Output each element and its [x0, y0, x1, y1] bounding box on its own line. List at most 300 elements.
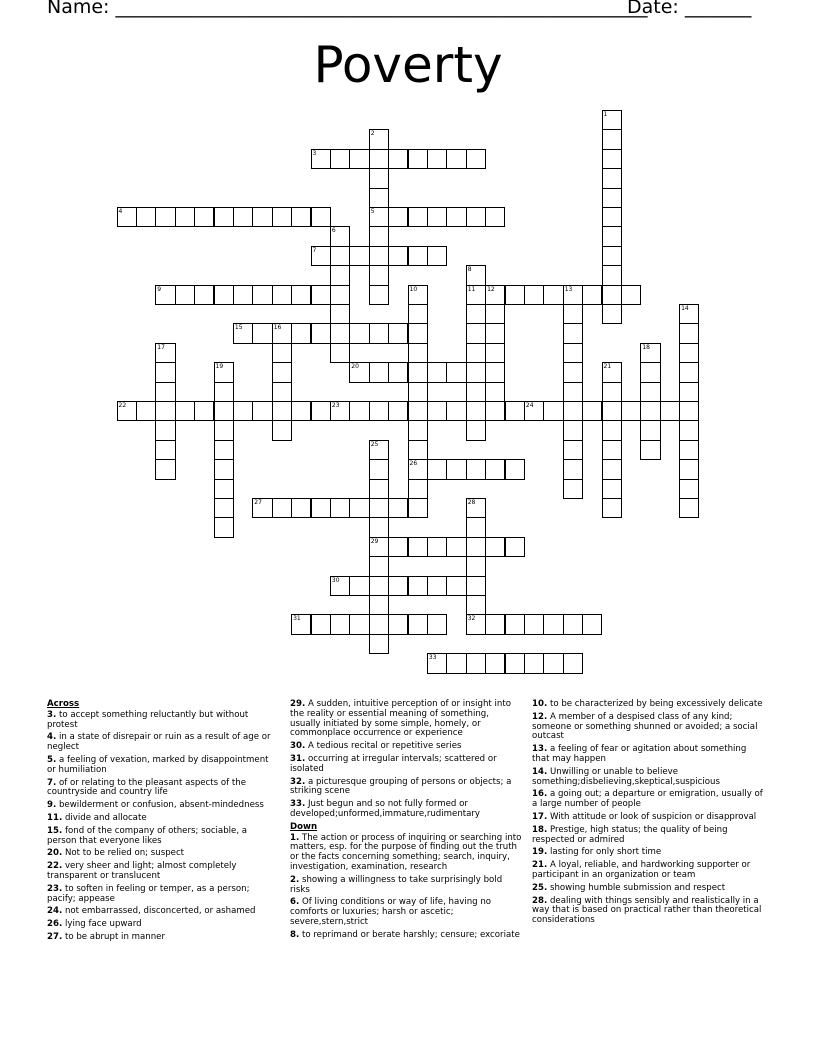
- grid-cell[interactable]: [466, 576, 486, 596]
- grid-cell[interactable]: [563, 323, 583, 343]
- grid-cell[interactable]: [446, 576, 466, 596]
- grid-cell[interactable]: [155, 362, 175, 382]
- grid-cell[interactable]: [311, 614, 331, 634]
- grid-cell[interactable]: [408, 343, 428, 363]
- grid-cell[interactable]: [214, 207, 234, 227]
- grid-cell[interactable]: [427, 149, 447, 169]
- grid-cell[interactable]: [330, 265, 350, 285]
- grid-cell[interactable]: [369, 207, 389, 227]
- grid-cell[interactable]: [543, 401, 563, 421]
- clue-number: 13.: [532, 744, 548, 755]
- grid-cell[interactable]: [388, 401, 408, 421]
- grid-cell[interactable]: [466, 149, 486, 169]
- clue-text: The action or process of inquiring or searching into matters, esp. for the purpose of finding out the truth or the facts concerning something; search, inquiry, investigation, examination, research: [290, 832, 522, 872]
- clue-text: With attitude or look of suspicion or disapproval: [547, 811, 757, 822]
- grid-cell[interactable]: [369, 226, 389, 246]
- grid-cell[interactable]: [485, 362, 505, 382]
- grid-cell[interactable]: [640, 343, 660, 363]
- grid-cell[interactable]: [272, 343, 292, 363]
- grid-cell[interactable]: [408, 401, 428, 421]
- grid-cell[interactable]: [408, 614, 428, 634]
- grid-cell[interactable]: [349, 149, 369, 169]
- grid-cell[interactable]: [272, 382, 292, 402]
- grid-cell[interactable]: [563, 362, 583, 382]
- grid-cell[interactable]: [466, 285, 486, 305]
- grid-cell[interactable]: [252, 207, 272, 227]
- grid-cell[interactable]: [388, 614, 408, 634]
- clue-text: occurring at irregular intervals; scattered or isolated: [290, 753, 497, 774]
- grid-cell[interactable]: [155, 207, 175, 227]
- grid-cell[interactable]: [214, 517, 234, 537]
- grid-cell[interactable]: [524, 285, 544, 305]
- grid-cell[interactable]: [233, 401, 253, 421]
- grid-cell[interactable]: [679, 304, 699, 324]
- grid-cell[interactable]: [272, 285, 292, 305]
- grid-cell[interactable]: [233, 323, 253, 343]
- grid-cell[interactable]: [408, 285, 428, 305]
- grid-cell[interactable]: [602, 246, 622, 266]
- grid-cell[interactable]: [466, 304, 486, 324]
- grid-cell[interactable]: [466, 382, 486, 402]
- grid-cell[interactable]: [679, 498, 699, 518]
- clue-item: [532, 826, 764, 846]
- grid-cell[interactable]: [524, 653, 544, 673]
- grid-cell[interactable]: [330, 343, 350, 363]
- grid-cell[interactable]: [388, 362, 408, 382]
- grid-cell[interactable]: [349, 246, 369, 266]
- grid-cell[interactable]: [388, 323, 408, 343]
- grid-cell[interactable]: [175, 207, 195, 227]
- grid-cell[interactable]: [330, 304, 350, 324]
- grid-cell[interactable]: [349, 362, 369, 382]
- clue-number-label: 6: [331, 227, 336, 235]
- grid-cell[interactable]: [272, 420, 292, 440]
- grid-cell[interactable]: [349, 498, 369, 518]
- grid-cell[interactable]: [408, 537, 428, 557]
- grid-cell[interactable]: [214, 459, 234, 479]
- grid-cell[interactable]: [408, 459, 428, 479]
- grid-cell[interactable]: [679, 343, 699, 363]
- clue-number-label: 17: [157, 343, 165, 351]
- clue-number: 1.: [290, 832, 300, 843]
- grid-cell[interactable]: [252, 401, 272, 421]
- grid-cell[interactable]: [369, 285, 389, 305]
- grid-cell[interactable]: [485, 285, 505, 305]
- grid-cell[interactable]: [679, 440, 699, 460]
- grid-cell[interactable]: [485, 401, 505, 421]
- grid-cell[interactable]: [602, 479, 622, 499]
- grid-cell[interactable]: [408, 323, 428, 343]
- clue-number: 28.: [532, 895, 548, 906]
- grid-cell[interactable]: [330, 285, 350, 305]
- grid-cell[interactable]: [563, 382, 583, 402]
- grid-cell[interactable]: [369, 576, 389, 596]
- grid-cell[interactable]: [427, 362, 447, 382]
- grid-cell[interactable]: [136, 401, 156, 421]
- grid-cell[interactable]: [679, 420, 699, 440]
- grid-cell[interactable]: [427, 614, 447, 634]
- grid-cell[interactable]: [369, 401, 389, 421]
- grid-cell[interactable]: [679, 382, 699, 402]
- clue-number: 22.: [47, 861, 63, 872]
- grid-cell[interactable]: [349, 323, 369, 343]
- clue-item: [532, 813, 764, 823]
- grid-cell[interactable]: [408, 304, 428, 324]
- grid-cell[interactable]: [369, 556, 389, 576]
- grid-cell[interactable]: [640, 440, 660, 460]
- clue-number-label: 30: [331, 576, 340, 584]
- grid-cell[interactable]: [466, 343, 486, 363]
- clue-item: [532, 897, 764, 926]
- grid-cell[interactable]: [408, 149, 428, 169]
- grid-cell[interactable]: [214, 440, 234, 460]
- clue-item: [532, 884, 764, 894]
- clue-number-label: 26: [409, 460, 418, 468]
- grid-cell[interactable]: [252, 285, 272, 305]
- grid-cell[interactable]: [291, 498, 311, 518]
- clue-item: [290, 898, 522, 927]
- grid-cell[interactable]: [349, 614, 369, 634]
- grid-cell[interactable]: [621, 401, 641, 421]
- grid-cell[interactable]: [214, 382, 234, 402]
- grid-cell[interactable]: [272, 401, 292, 421]
- grid-cell[interactable]: [330, 498, 350, 518]
- clue-item: [47, 862, 279, 882]
- clue-number-label: 16: [273, 324, 282, 332]
- clue-item: [47, 849, 279, 859]
- grid-cell[interactable]: [563, 614, 583, 634]
- grid-cell[interactable]: [446, 653, 466, 673]
- grid-cell[interactable]: [485, 459, 505, 479]
- grid-cell[interactable]: [640, 362, 660, 382]
- grid-cell[interactable]: [369, 129, 389, 149]
- clue-number-label: 24: [525, 402, 534, 409]
- clue-text: Just begun and so not fully formed or developed;unformed,immature,rudimentary: [290, 799, 481, 819]
- clue-text: A member of a despised class of any kind; someone or something shunned or avoided; a social outcast: [532, 711, 758, 742]
- grid-cell[interactable]: [563, 440, 583, 460]
- clue-number: 26.: [47, 919, 63, 930]
- grid-cell[interactable]: [582, 614, 602, 634]
- grid-cell[interactable]: [466, 595, 486, 615]
- grid-cell[interactable]: [408, 207, 428, 227]
- clue-text: Unwilling or unable to believe something;disbelieving,skeptical,suspicious: [532, 766, 720, 787]
- grid-cell[interactable]: [485, 382, 505, 402]
- grid-cell[interactable]: [485, 304, 505, 324]
- grid-cell[interactable]: [485, 343, 505, 363]
- grid-cell[interactable]: [524, 401, 544, 421]
- grid-cell[interactable]: [388, 537, 408, 557]
- grid-cell[interactable]: [369, 168, 389, 188]
- grid-cell[interactable]: [602, 149, 622, 169]
- grid-cell[interactable]: [602, 440, 622, 460]
- grid-cell[interactable]: [446, 149, 466, 169]
- grid-cell[interactable]: [117, 401, 137, 421]
- grid-cell[interactable]: [602, 265, 622, 285]
- grid-cell[interactable]: [369, 614, 389, 634]
- grid-cell[interactable]: [408, 479, 428, 499]
- grid-cell[interactable]: [640, 382, 660, 402]
- grid-cell[interactable]: [175, 401, 195, 421]
- clues-column-2: [290, 700, 522, 944]
- grid-cell[interactable]: [602, 498, 622, 518]
- grid-cell[interactable]: [311, 207, 331, 227]
- clue-item: [532, 768, 764, 788]
- grid-cell[interactable]: [679, 459, 699, 479]
- grid-cell[interactable]: [485, 653, 505, 673]
- across-heading: Across: [47, 699, 80, 709]
- grid-cell[interactable]: [311, 149, 331, 169]
- grid-cell[interactable]: [388, 498, 408, 518]
- grid-cell[interactable]: [408, 382, 428, 402]
- grid-cell[interactable]: [214, 498, 234, 518]
- grid-cell[interactable]: [485, 323, 505, 343]
- grid-cell[interactable]: [155, 440, 175, 460]
- clue-number: 16.: [532, 789, 548, 800]
- clue-item: [47, 814, 279, 824]
- grid-cell[interactable]: [679, 362, 699, 382]
- grid-cell[interactable]: [175, 285, 195, 305]
- grid-cell[interactable]: [214, 362, 234, 382]
- grid-cell[interactable]: [640, 401, 660, 421]
- grid-cell[interactable]: [408, 246, 428, 266]
- grid-cell[interactable]: [543, 285, 563, 305]
- grid-cell[interactable]: [369, 517, 389, 537]
- grid-cell[interactable]: [408, 440, 428, 460]
- grid-cell[interactable]: [272, 498, 292, 518]
- grid-cell[interactable]: [505, 614, 525, 634]
- grid-cell[interactable]: [602, 304, 622, 324]
- grid-cell[interactable]: [543, 614, 563, 634]
- grid-cell[interactable]: [602, 168, 622, 188]
- grid-cell[interactable]: [311, 246, 331, 266]
- grid-cell[interactable]: [679, 479, 699, 499]
- grid-cell[interactable]: [466, 362, 486, 382]
- grid-cell[interactable]: [388, 149, 408, 169]
- clue-number: 17.: [532, 811, 548, 822]
- grid-cell[interactable]: [505, 285, 525, 305]
- grid-cell[interactable]: [311, 401, 331, 421]
- grid-cell[interactable]: [194, 401, 214, 421]
- clue-item: [290, 700, 522, 739]
- grid-cell[interactable]: [117, 207, 137, 227]
- clue-number-label: 1: [603, 111, 608, 118]
- grid-cell[interactable]: [543, 653, 563, 673]
- grid-cell[interactable]: [466, 207, 486, 227]
- grid-cell[interactable]: [408, 576, 428, 596]
- grid-cell[interactable]: [349, 401, 369, 421]
- grid-cell[interactable]: [660, 401, 680, 421]
- grid-cell[interactable]: [427, 401, 447, 421]
- grid-cell[interactable]: [369, 149, 389, 169]
- grid-cell[interactable]: [233, 285, 253, 305]
- grid-cell[interactable]: [408, 420, 428, 440]
- grid-cell[interactable]: [427, 459, 447, 479]
- grid-cell[interactable]: [155, 285, 175, 305]
- grid-cell[interactable]: [369, 537, 389, 557]
- grid-cell[interactable]: [582, 401, 602, 421]
- grid-cell[interactable]: [485, 614, 505, 634]
- grid-cell[interactable]: [602, 382, 622, 402]
- grid-cell[interactable]: [563, 401, 583, 421]
- grid-cell[interactable]: [155, 401, 175, 421]
- grid-cell[interactable]: [214, 420, 234, 440]
- clue-text: bewilderment or confusion, absent-mindedness: [56, 800, 264, 811]
- grid-cell[interactable]: [272, 362, 292, 382]
- grid-cell[interactable]: [214, 285, 234, 305]
- grid-cell[interactable]: [602, 401, 622, 421]
- grid-cell[interactable]: [446, 207, 466, 227]
- grid-cell[interactable]: [369, 459, 389, 479]
- grid-cell[interactable]: [602, 285, 622, 305]
- grid-cell[interactable]: [369, 479, 389, 499]
- grid-cell[interactable]: [466, 323, 486, 343]
- grid-cell[interactable]: [311, 498, 331, 518]
- grid-cell[interactable]: [155, 420, 175, 440]
- grid-cell[interactable]: [136, 207, 156, 227]
- grid-cell[interactable]: [563, 653, 583, 673]
- grid-cell[interactable]: [155, 343, 175, 363]
- grid-cell[interactable]: [466, 653, 486, 673]
- grid-cell[interactable]: [466, 556, 486, 576]
- clue-text: fond of the company of others; sociable, a person that everyone likes: [47, 825, 248, 846]
- grid-cell[interactable]: [563, 459, 583, 479]
- grid-cell[interactable]: [369, 634, 389, 654]
- grid-cell[interactable]: [427, 246, 447, 266]
- grid-cell[interactable]: [214, 401, 234, 421]
- clue-number: 31.: [290, 753, 306, 764]
- grid-cell[interactable]: [640, 420, 660, 440]
- grid-cell[interactable]: [466, 498, 486, 518]
- grid-cell[interactable]: [466, 517, 486, 537]
- grid-cell[interactable]: [330, 614, 350, 634]
- grid-cell[interactable]: [602, 420, 622, 440]
- grid-cell[interactable]: [505, 653, 525, 673]
- grid-cell[interactable]: [291, 207, 311, 227]
- grid-cell[interactable]: [369, 265, 389, 285]
- grid-cell[interactable]: [427, 653, 447, 673]
- grid-cell[interactable]: [369, 362, 389, 382]
- grid-cell[interactable]: [466, 537, 486, 557]
- grid-cell[interactable]: [427, 576, 447, 596]
- grid-cell[interactable]: [330, 323, 350, 343]
- grid-cell[interactable]: [252, 498, 272, 518]
- clue-number-label: 10: [409, 285, 418, 293]
- grid-cell[interactable]: [408, 362, 428, 382]
- grid-cell[interactable]: [427, 207, 447, 227]
- clue-number: 4.: [47, 732, 57, 743]
- grid-cell[interactable]: [291, 614, 311, 634]
- grid-cell[interactable]: [272, 207, 292, 227]
- grid-cell[interactable]: [369, 188, 389, 208]
- grid-cell[interactable]: [563, 304, 583, 324]
- clue-number: 14.: [532, 766, 548, 777]
- grid-cell[interactable]: [446, 401, 466, 421]
- clue-item: [47, 711, 279, 731]
- grid-cell[interactable]: [369, 440, 389, 460]
- grid-cell[interactable]: [388, 207, 408, 227]
- grid-cell[interactable]: [330, 576, 350, 596]
- grid-cell[interactable]: [194, 207, 214, 227]
- grid-cell[interactable]: [252, 323, 272, 343]
- grid-cell[interactable]: [427, 537, 447, 557]
- grid-cell[interactable]: [466, 265, 486, 285]
- grid-cell[interactable]: [582, 285, 602, 305]
- grid-cell[interactable]: [563, 420, 583, 440]
- grid-cell[interactable]: [349, 576, 369, 596]
- grid-cell[interactable]: [602, 188, 622, 208]
- grid-cell[interactable]: [466, 614, 486, 634]
- grid-cell[interactable]: [291, 323, 311, 343]
- grid-cell[interactable]: [563, 343, 583, 363]
- grid-cell[interactable]: [602, 226, 622, 246]
- grid-cell[interactable]: [485, 207, 505, 227]
- grid-cell[interactable]: [602, 129, 622, 149]
- grid-cell[interactable]: [369, 498, 389, 518]
- grid-cell[interactable]: [563, 285, 583, 305]
- grid-cell[interactable]: [388, 576, 408, 596]
- clue-number: 19.: [532, 847, 548, 858]
- grid-cell[interactable]: [505, 537, 525, 557]
- grid-cell[interactable]: [369, 246, 389, 266]
- grid-cell[interactable]: [330, 401, 350, 421]
- grid-cell[interactable]: [621, 285, 641, 305]
- grid-cell[interactable]: [524, 614, 544, 634]
- grid-cell[interactable]: [330, 149, 350, 169]
- grid-cell[interactable]: [679, 323, 699, 343]
- grid-cell[interactable]: [330, 226, 350, 246]
- grid-cell[interactable]: [602, 110, 622, 130]
- clue-number: 20.: [47, 848, 63, 859]
- grid-cell[interactable]: [408, 498, 428, 518]
- grid-cell[interactable]: [505, 459, 525, 479]
- grid-cell[interactable]: [214, 479, 234, 499]
- grid-cell[interactable]: [369, 595, 389, 615]
- grid-cell[interactable]: [233, 207, 253, 227]
- grid-cell[interactable]: [388, 246, 408, 266]
- grid-cell[interactable]: [446, 537, 466, 557]
- clue-item: [532, 848, 764, 858]
- grid-cell[interactable]: [466, 401, 486, 421]
- grid-cell[interactable]: [194, 285, 214, 305]
- grid-cell[interactable]: [155, 459, 175, 479]
- grid-cell[interactable]: [679, 401, 699, 421]
- grid-cell[interactable]: [311, 285, 331, 305]
- clue-item: [47, 920, 279, 930]
- clue-number: 29.: [290, 699, 306, 709]
- grid-cell[interactable]: [446, 459, 466, 479]
- grid-cell[interactable]: [602, 459, 622, 479]
- grid-cell[interactable]: [602, 207, 622, 227]
- grid-cell[interactable]: [330, 246, 350, 266]
- grid-cell[interactable]: [466, 459, 486, 479]
- grid-cell[interactable]: [311, 323, 331, 343]
- grid-cell[interactable]: [291, 401, 311, 421]
- grid-cell[interactable]: [446, 362, 466, 382]
- grid-cell[interactable]: [291, 285, 311, 305]
- clue-number-label: 28: [467, 499, 476, 506]
- grid-cell[interactable]: [466, 420, 486, 440]
- grid-cell[interactable]: [155, 382, 175, 402]
- clue-item: [47, 733, 279, 753]
- grid-cell[interactable]: [485, 537, 505, 557]
- grid-cell[interactable]: [563, 479, 583, 499]
- grid-cell[interactable]: [272, 323, 292, 343]
- clue-number-label: 19: [215, 363, 224, 371]
- grid-cell[interactable]: [602, 362, 622, 382]
- grid-cell[interactable]: [505, 401, 525, 421]
- grid-cell[interactable]: [369, 323, 389, 343]
- clue-number-label: 31: [293, 615, 301, 623]
